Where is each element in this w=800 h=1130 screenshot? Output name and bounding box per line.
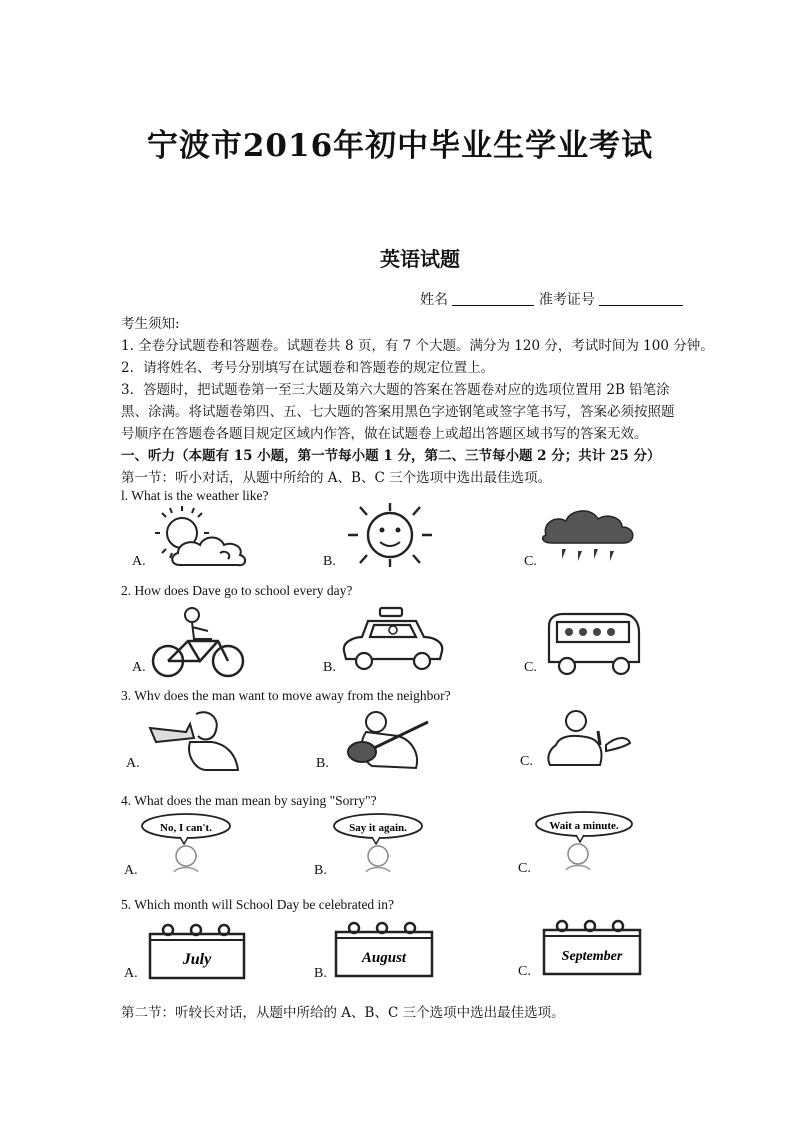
guitar-player-icon [336, 708, 436, 773]
calendar-icon [146, 920, 248, 982]
id-label: 准考证号 [538, 292, 595, 308]
exam-subtitle: 英语试题 [380, 247, 460, 271]
bubble-text: No, I can't. [160, 822, 212, 834]
calendar-month: July [182, 951, 212, 968]
notice-line: 1. 全卷分试题卷和答题卷。试题卷共 8 页，有 7 个大题。满分为 120 分，考试时间为 100 分钟。 [121, 338, 714, 354]
part-instructions: 第一节：听小对话，从题中所给的 A、B、C 三个选项中选出最佳选项。 [121, 470, 552, 486]
speech-bubble-icon [140, 812, 240, 877]
option-b[interactable]: B. [314, 966, 327, 981]
section-heading: 一、听力（本题有 15 小题，第一节每小题 1 分，第二、三节每小题 2 分；共计 25 分） [121, 448, 661, 464]
question-2: 2. How does Dave go to school every day? [121, 583, 353, 598]
question-5: 5. Which month will School Day be celebrated in? [121, 897, 395, 912]
option-c[interactable]: C. [518, 861, 531, 876]
taxi-icon [336, 605, 448, 675]
calendar-icon [540, 916, 644, 978]
notice-line: 3．答题时，把试题卷第一至三大题及第六大题的答案在答题卷对应的选项位置用 2B 铅笔涂 [121, 382, 670, 398]
candidate-info-line [420, 289, 683, 309]
option-a[interactable]: A. [124, 863, 138, 878]
bicycle-icon [148, 605, 253, 680]
notice-heading: 考生须知: [121, 316, 180, 332]
id-blank[interactable] [599, 291, 683, 306]
bubble-text: Say it again. [349, 822, 407, 834]
school-bus-icon [543, 608, 643, 678]
part-instructions: 第二节：听较长对话，从题中所给的 A、B、C 三个选项中选出最佳选项。 [121, 1005, 565, 1021]
option-c[interactable]: C. [518, 964, 531, 979]
option-b[interactable]: B. [314, 863, 327, 878]
option-c[interactable]: C. [524, 660, 537, 675]
question-3: 3. Whv does the man want to move away from the neighbor? [121, 688, 451, 703]
option-a[interactable]: A. [132, 660, 146, 675]
notice-line: 号顺序在答题卷各题目规定区域内作答，做在试题卷上或超出答题区域书写的答案无效。 [121, 426, 648, 442]
option-b[interactable]: B. [316, 756, 329, 771]
calendar-month: August [361, 950, 407, 966]
smiling-sun-icon [330, 497, 450, 572]
option-a[interactable]: A. [132, 554, 146, 569]
speech-bubble-icon [534, 810, 636, 875]
singer-icon [540, 705, 635, 770]
option-a[interactable]: A. [124, 966, 138, 981]
notice-line: 黑、涂满。将试题卷第四、五、七大题的答案用黑色字迹钢笔或签字笔书写，答案必须按照题 [121, 404, 675, 420]
calendar-icon [332, 918, 436, 980]
rain-cloud-icon [540, 505, 640, 565]
option-b[interactable]: B. [323, 660, 336, 675]
notice-line: 2．请将姓名、考号分别填写在试题卷和答题卷的规定位置上。 [121, 360, 495, 376]
question-1: l. What is the weather like? [121, 488, 269, 503]
bubble-text: Wait a minute. [549, 820, 619, 832]
calendar-month: September [561, 949, 623, 964]
option-b[interactable]: B. [323, 554, 336, 569]
option-c[interactable]: C. [520, 754, 533, 769]
option-c[interactable]: C. [524, 554, 537, 569]
speech-bubble-icon [330, 812, 430, 877]
name-label: 姓名 [420, 292, 448, 308]
name-blank[interactable] [452, 291, 534, 306]
question-4: 4. What does the man mean by saying "Sorry"? [121, 793, 377, 808]
trumpet-player-icon [146, 708, 241, 773]
option-a[interactable]: A. [126, 756, 140, 771]
exam-title: 宁波市2016年初中毕业生学业考试 [146, 128, 654, 164]
